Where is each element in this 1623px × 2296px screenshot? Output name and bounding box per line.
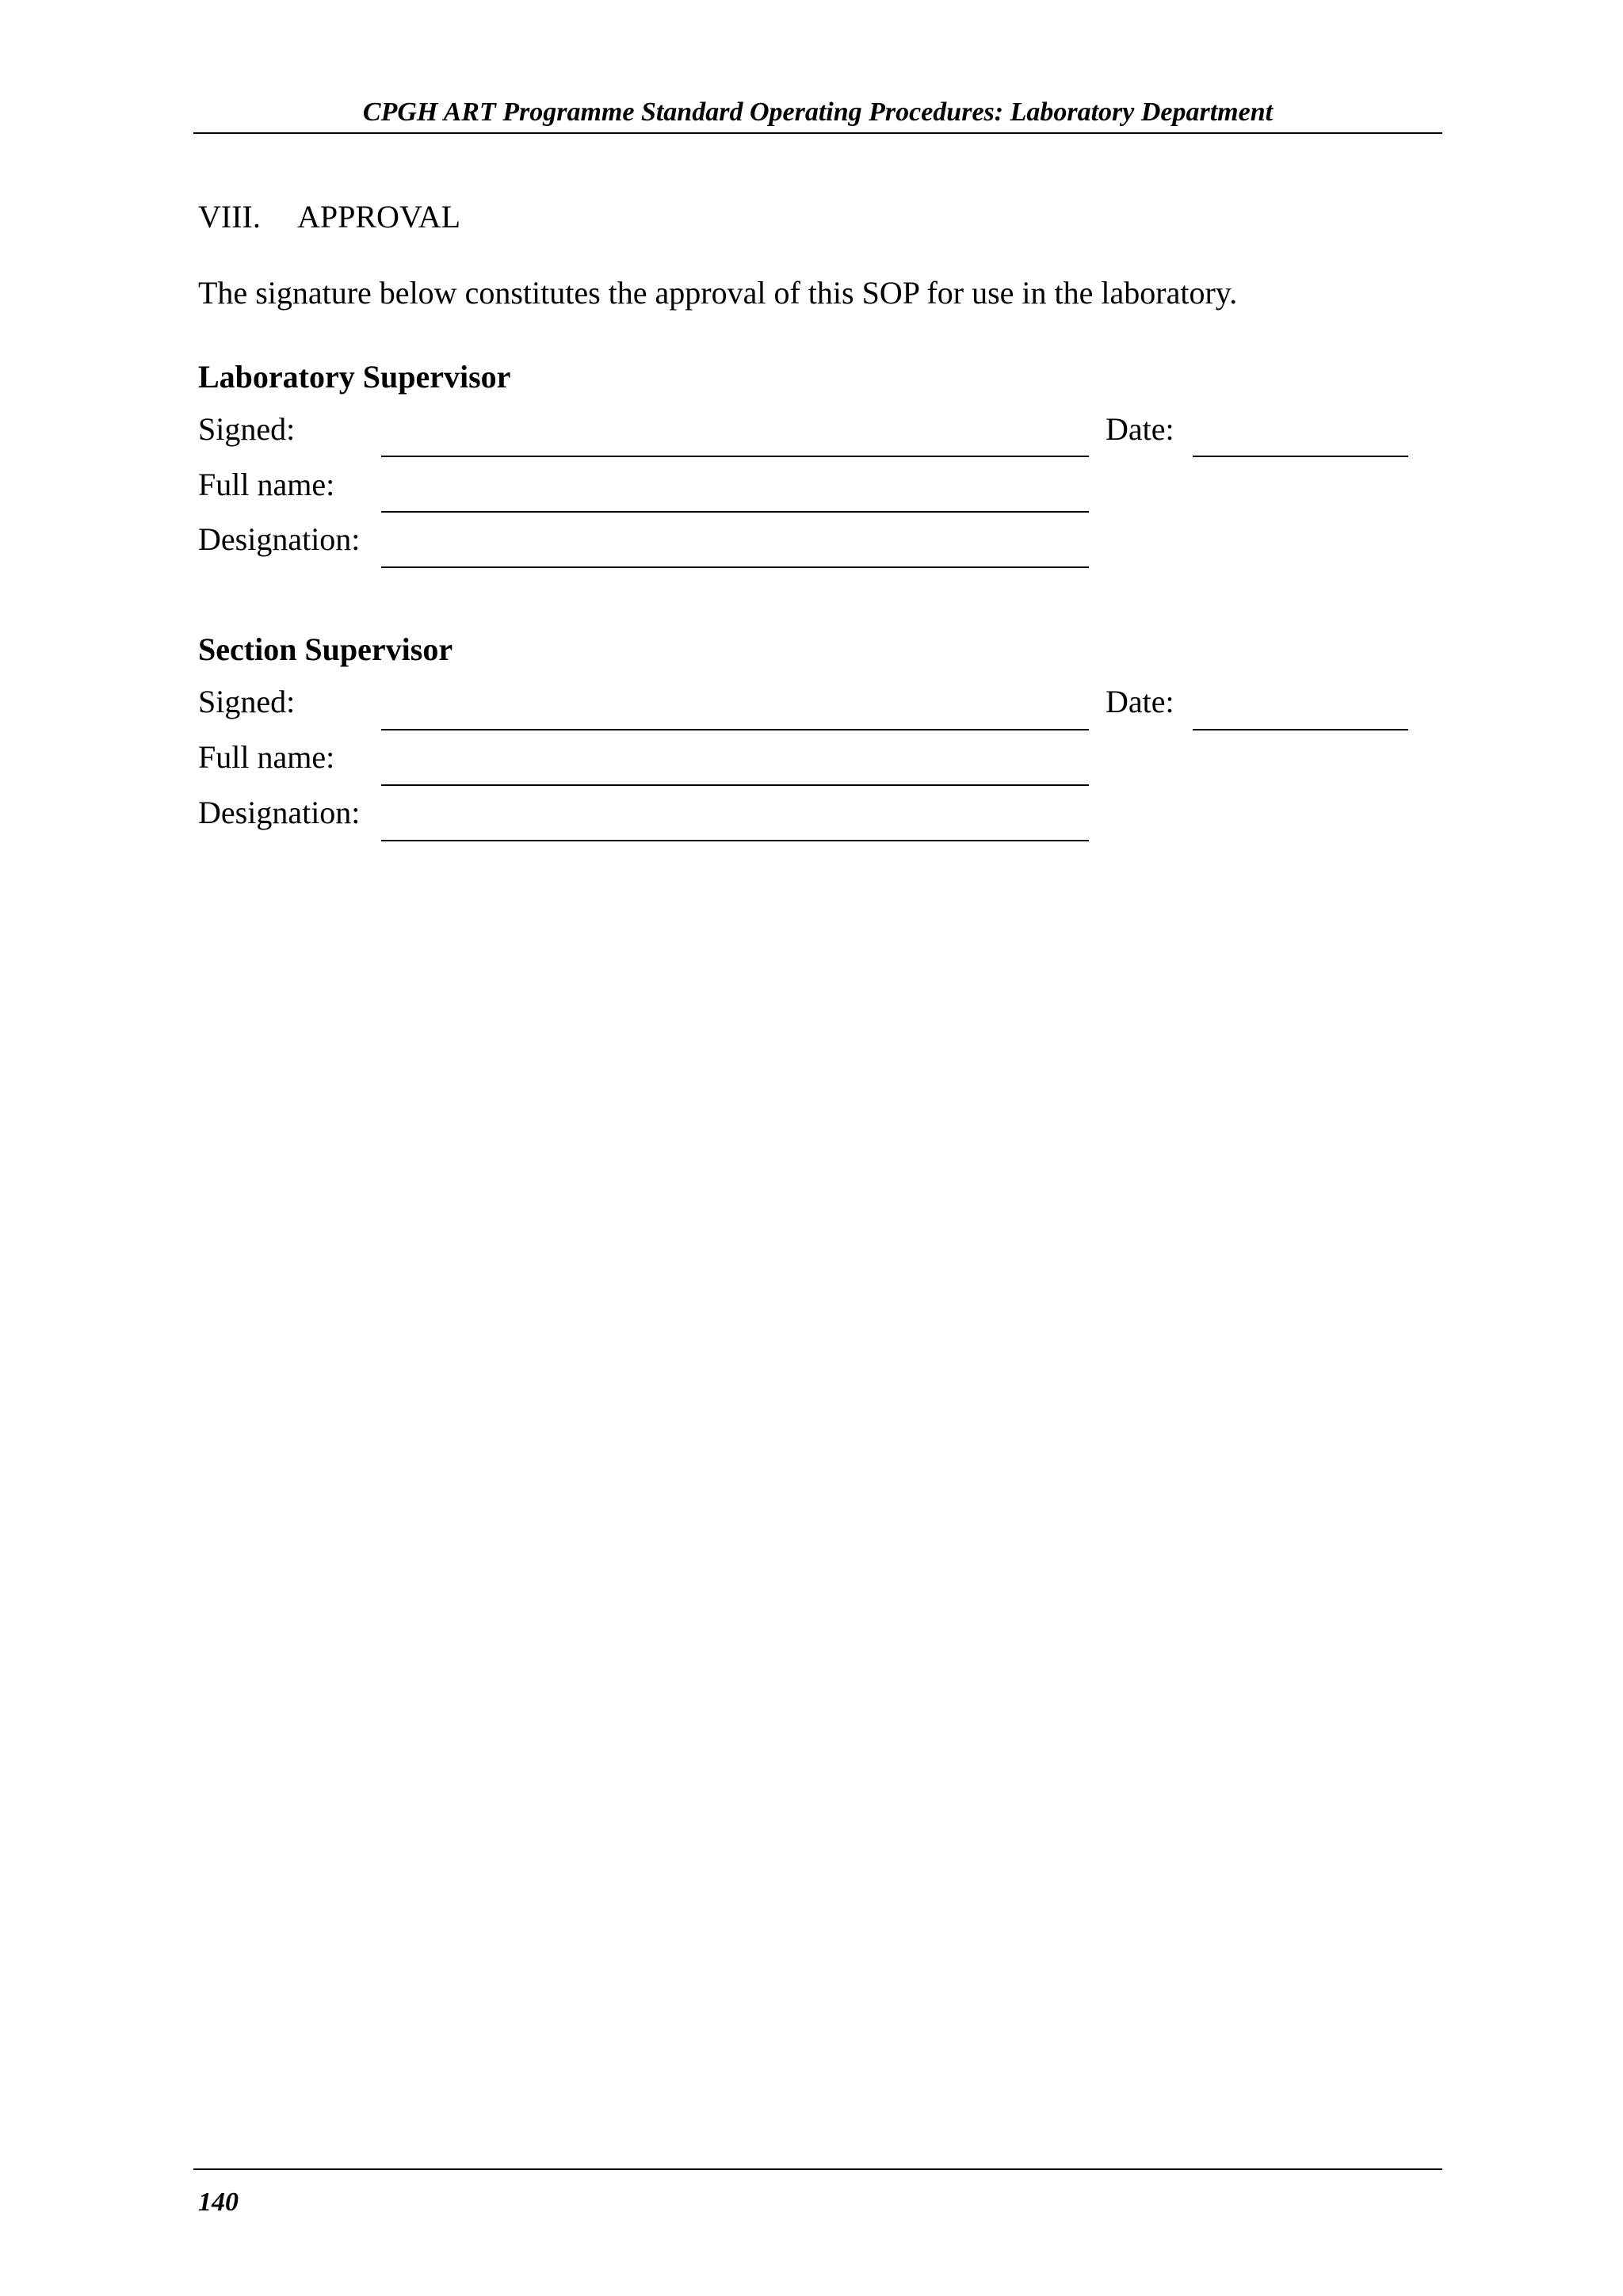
section-title: APPROVAL (297, 199, 460, 235)
section-signed-label: Signed: (198, 684, 296, 719)
lab-full-name-line[interactable] (381, 511, 1089, 513)
section-heading (198, 196, 460, 238)
header-rule (193, 132, 1442, 134)
footer-rule (193, 2168, 1442, 2170)
section-full-name-label: Full name: (198, 739, 335, 775)
lab-date-line[interactable] (1193, 456, 1408, 457)
lab-full-name-label: Full name: (198, 467, 335, 502)
section-designation-line[interactable] (381, 840, 1089, 841)
laboratory-supervisor-heading: Laboratory Supervisor (198, 359, 511, 395)
lab-designation-label: Designation: (198, 521, 361, 557)
lab-signature-line[interactable] (381, 456, 1089, 457)
approval-statement: The signature below constitutes the approval of this SOP for use in the laboratory. (198, 275, 1238, 311)
section-date-label: Date: (1106, 684, 1174, 719)
section-signature-line[interactable] (381, 729, 1089, 730)
section-supervisor-heading: Section Supervisor (198, 631, 453, 667)
lab-date-label: Date: (1106, 411, 1174, 447)
page-number: 140 (198, 2187, 239, 2217)
section-date-line[interactable] (1193, 729, 1408, 730)
section-number: VIII. (198, 199, 261, 235)
lab-signed-label: Signed: (198, 411, 296, 447)
section-designation-label: Designation: (198, 795, 361, 830)
lab-designation-line[interactable] (381, 566, 1089, 568)
running-header: CPGH ART Programme Standard Operating Procedures: Laboratory Department (362, 97, 1274, 127)
section-full-name-line[interactable] (381, 784, 1089, 786)
